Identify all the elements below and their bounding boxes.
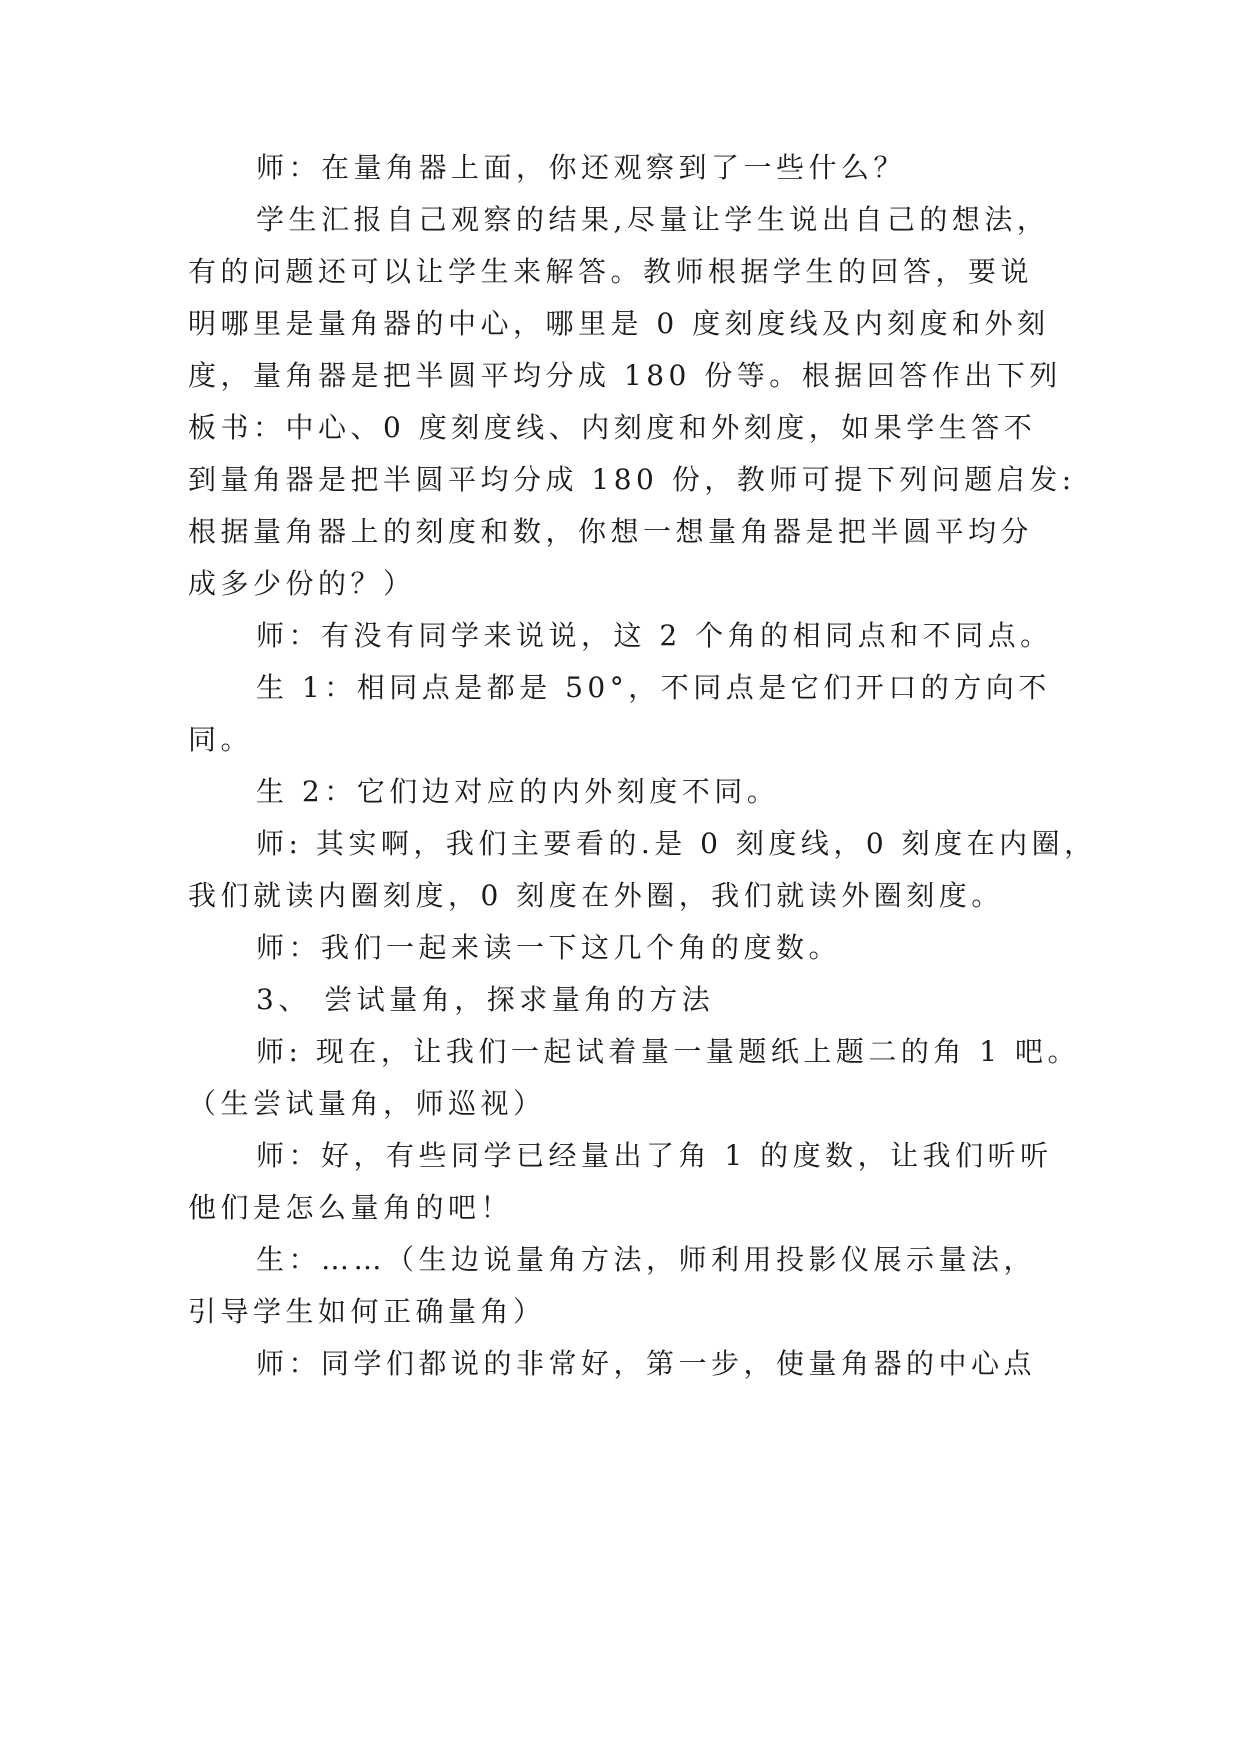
- text-line: 他们是怎么量角的吧！: [188, 1191, 514, 1224]
- text-line: 师：有没有同学来说说，这 2 个角的相同点和不同点。: [256, 619, 1053, 652]
- text-line: 师：我们一起来读一下这几个角的度数。: [256, 931, 842, 964]
- text-line: 度，量角器是把半圆平均分成 180 份等。根据回答作出下列: [188, 359, 1062, 392]
- text-line: 师：在量角器上面，你还观察到了一些什么？: [256, 151, 907, 184]
- text-line: （生尝试量角，师巡视）: [188, 1087, 546, 1120]
- text-line: 到量角器是把半圆平均分成 180 份，教师可提下列问题启发:: [188, 463, 1076, 496]
- text-line: 引导学生如何正确量角）: [188, 1295, 546, 1328]
- text-line: 生：……（生边说量角方法，师利用投影仪展示量法，: [256, 1243, 1037, 1276]
- text-line: 板书：中心、0 度刻度线、内刻度和外刻度，如果学生答不: [188, 411, 1037, 444]
- text-line: 师：好，有些同学已经量出了角 1 的度数，让我们听听: [256, 1139, 1053, 1172]
- text-line: 师：同学们都说的非常好，第一步，使量角器的中心点: [256, 1347, 1037, 1380]
- text-line: 同。: [188, 723, 254, 756]
- text-line: 学生汇报自己观察的结果,尽量让学生说出自己的想法，: [256, 203, 1050, 236]
- text-line: 明哪里是量角器的中心，哪里是 0 度刻度线及内刻度和外刻: [188, 307, 1050, 340]
- text-line: 师: 现在，让我们一起试着量一量题纸上题二的角 1 吧。: [256, 1035, 1080, 1068]
- text-line: 成多少份的？）: [188, 567, 416, 600]
- section-heading: 3、 尝试量角，探求量角的方法: [256, 983, 715, 1016]
- text-line: 有的问题还可以让学生来解答。教师根据学生的回答，要说: [188, 255, 1034, 288]
- text-line: 生 2：它们边对应的内外刻度不同。: [256, 775, 780, 808]
- text-line: 我们就读内圈刻度，0 刻度在外圈，我们就读外圈刻度。: [188, 879, 1004, 912]
- text-line: 根据量角器上的刻度和数，你想一想量角器是把半圆平均分: [188, 515, 1034, 548]
- text-line: 生 1：相同点是都是 50°，不同点是它们开口的方向不: [256, 671, 1051, 704]
- text-line: 师: 其实啊，我们主要看的.是 0 刻度线，0 刻度在内圈，: [256, 827, 1097, 860]
